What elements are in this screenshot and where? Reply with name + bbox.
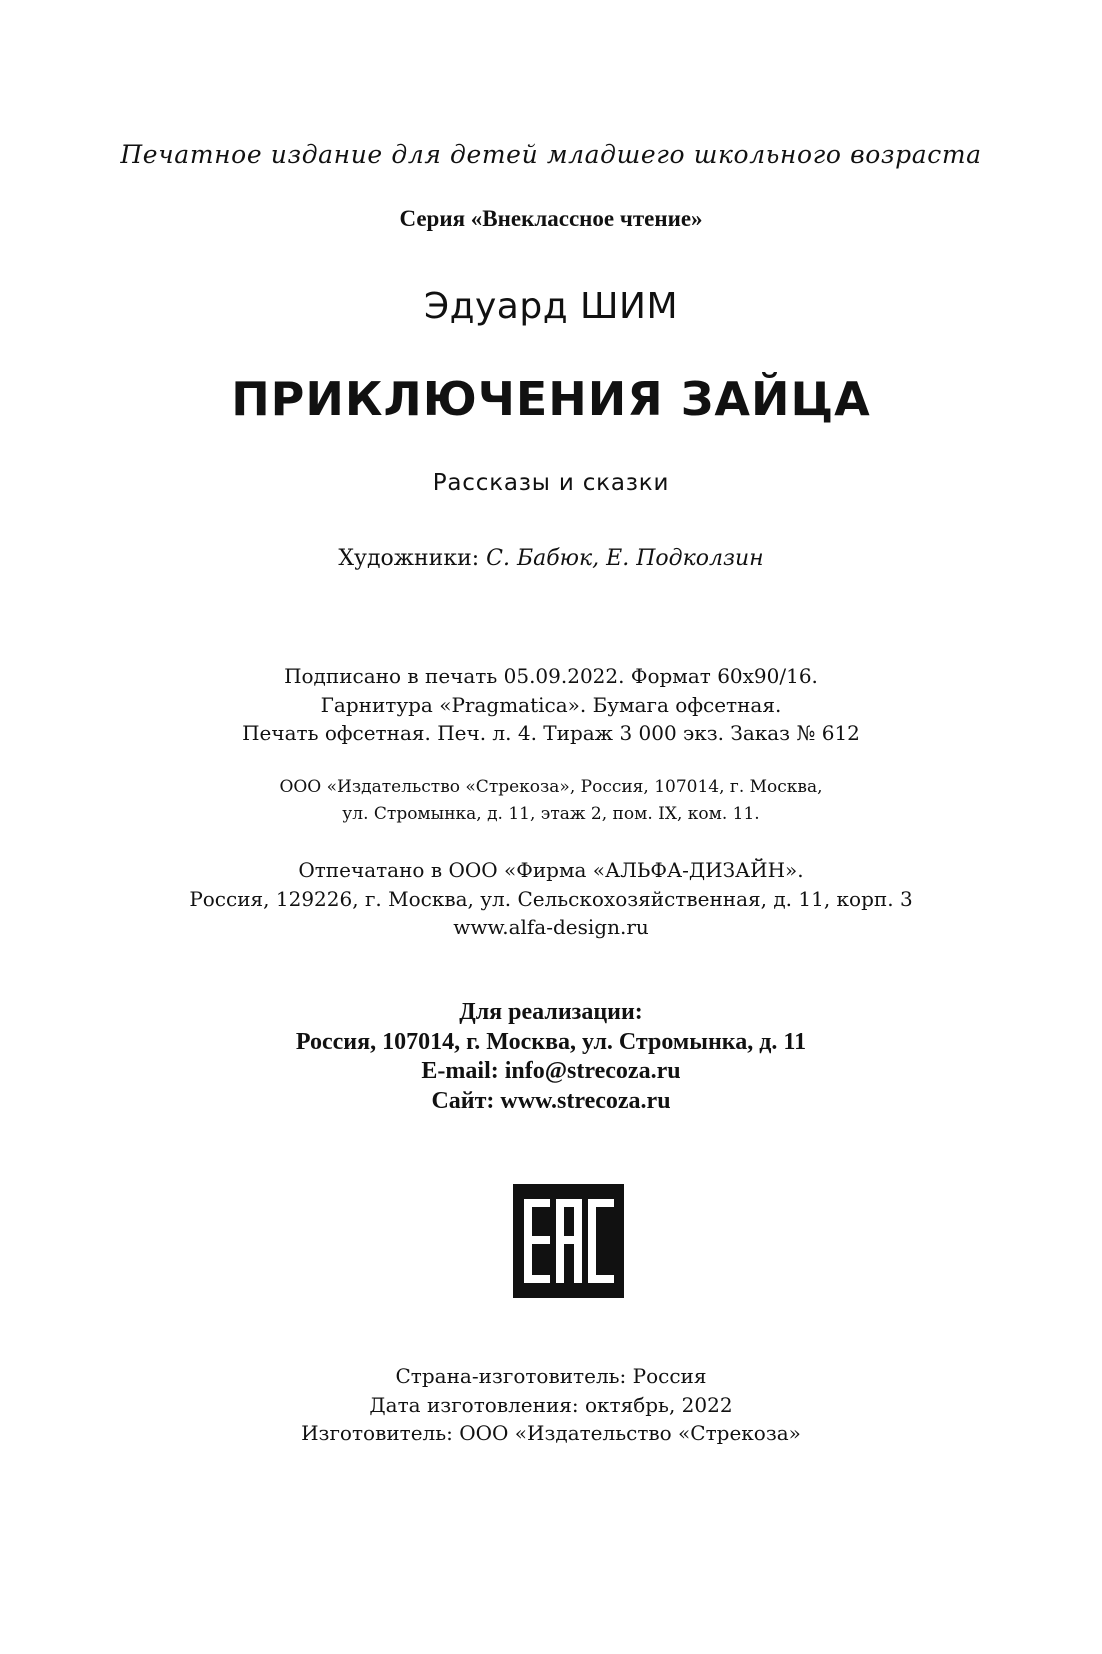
publisher-address	[0, 774, 1102, 828]
illustrators-label: Художники:	[338, 546, 487, 571]
sales-heading: Для реализации:	[459, 999, 643, 1025]
print-info-line: Печать офсетная. Печ. л. 4. Тираж 3 000 экз. Заказ № 612	[242, 721, 860, 745]
book-author: Эдуард ШИМ	[423, 286, 679, 327]
manufacturer-country: Страна-изготовитель: Россия	[395, 1364, 707, 1388]
eac-mark-icon	[513, 1184, 624, 1298]
print-info	[0, 662, 1102, 748]
print-info-line: Подписано в печать 05.09.2022. Формат 60x90/16.	[284, 664, 818, 688]
series-name: Серия «Внеклассное чтение»	[399, 206, 703, 231]
book-subtitle: Рассказы и сказки	[432, 470, 670, 496]
printer-website: www.alfa-design.ru	[453, 915, 649, 939]
sales-contacts	[0, 998, 1102, 1116]
printer-line: Россия, 129226, г. Москва, ул. Сельскохозяйственная, д. 11, корп. 3	[189, 886, 913, 911]
illustrators-credit	[0, 546, 1102, 571]
print-info-line: Гарнитура «Pragmatica». Бумага офсетная.	[320, 692, 782, 717]
sales-address: Россия, 107014, г. Москва, ул. Стромынка, д. 11	[295, 1028, 807, 1055]
manufacturer-info	[0, 1362, 1102, 1448]
sales-website: Сайт: www.strecoza.ru	[431, 1087, 671, 1114]
book-title: ПРИКЛЮЧЕНИЯ ЗАЙЦА	[231, 372, 871, 426]
publisher-line: ООО «Издательство «Стрекоза», Россия, 107014, г. Москва,	[279, 777, 823, 797]
audience-note: Печатное издание для детей младшего школьного возраста	[120, 140, 982, 169]
publisher-line: ул. Стромынка, д. 11, этаж 2, пом. IX, ком. 11.	[342, 804, 760, 824]
manufacture-date: Дата изготовления: октябрь, 2022	[369, 1392, 733, 1417]
printer-line: Отпечатано в ООО «Фирма «АЛЬФА-ДИЗАЙН».	[298, 858, 804, 882]
manufacturer-name: Изготовитель: ООО «Издательство «Стрекоза»	[301, 1421, 801, 1445]
illustrators-names: С. Бабюк, Е. Подколзин	[486, 546, 764, 571]
sales-email: E-mail: info@strecoza.ru	[421, 1058, 681, 1084]
printer-info	[0, 856, 1102, 942]
